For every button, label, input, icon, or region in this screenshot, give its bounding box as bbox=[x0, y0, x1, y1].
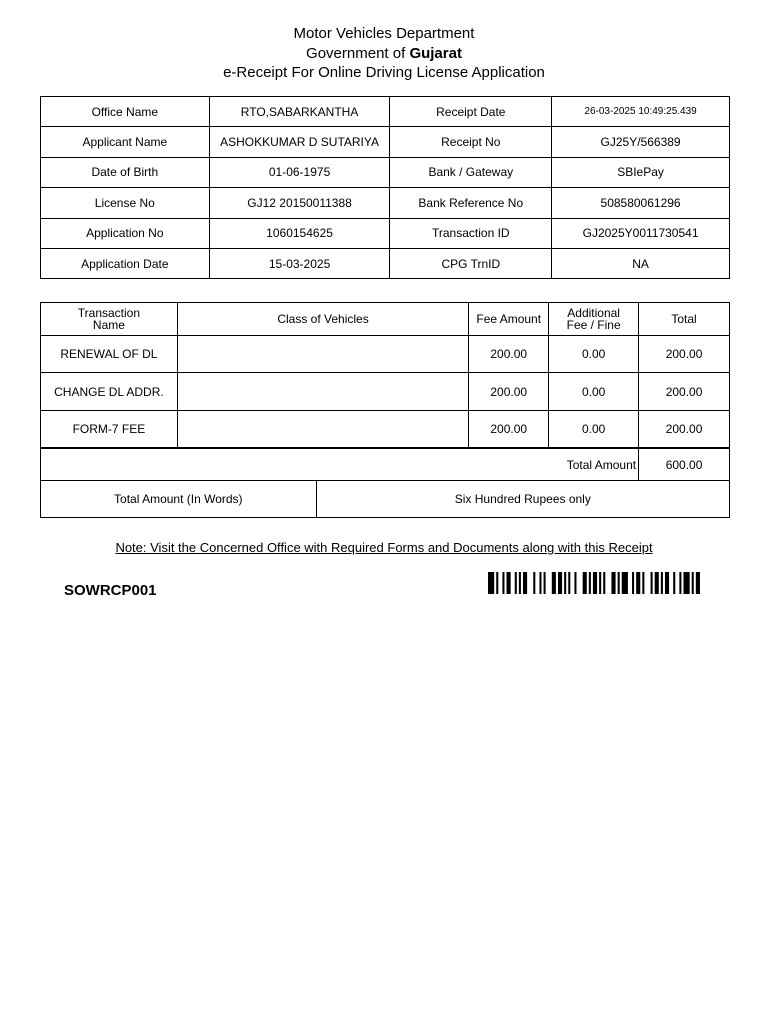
barcode-bar bbox=[502, 572, 504, 594]
info-value-right: NA bbox=[552, 248, 730, 278]
info-value-left: ASHOKKUMAR D SUTARIYA bbox=[209, 127, 390, 157]
barcode-bar bbox=[583, 572, 587, 594]
info-value-left: 1060154625 bbox=[209, 218, 390, 248]
info-row bbox=[41, 248, 730, 278]
barcode-bar bbox=[661, 572, 663, 594]
fee-row bbox=[41, 410, 730, 447]
info-label-right: Transaction ID bbox=[390, 218, 552, 248]
info-row bbox=[41, 188, 730, 218]
info-value-right: SBIePay bbox=[552, 157, 730, 187]
total-amount-value: 600.00 bbox=[639, 449, 730, 481]
header-transaction-name: Transaction Name bbox=[41, 303, 178, 336]
info-label-right: Bank Reference No bbox=[390, 188, 552, 218]
fee-row bbox=[41, 336, 730, 373]
info-row bbox=[41, 97, 730, 127]
barcode-bar bbox=[673, 572, 675, 594]
barcode-bar bbox=[599, 572, 601, 594]
amount-in-words-value: Six Hundred Rupees only bbox=[316, 481, 729, 518]
fee-transaction-name: FORM-7 FEE bbox=[41, 410, 178, 447]
applicant-info-table bbox=[40, 96, 730, 279]
barcode-bar bbox=[533, 572, 535, 594]
barcode-bar bbox=[636, 572, 640, 594]
barcode-bar bbox=[665, 572, 669, 594]
info-label-left: Date of Birth bbox=[41, 157, 210, 187]
barcode-bar bbox=[564, 572, 566, 594]
header-fee-amount: Fee Amount bbox=[469, 303, 549, 336]
barcode-bar bbox=[558, 572, 562, 594]
barcode-bar bbox=[692, 572, 694, 594]
info-row bbox=[41, 218, 730, 248]
barcode-bar bbox=[651, 572, 653, 594]
info-value-left: 15-03-2025 bbox=[209, 248, 390, 278]
info-row bbox=[41, 157, 730, 187]
fee-fee-amount: 200.00 bbox=[469, 410, 549, 447]
barcode-bar bbox=[539, 572, 541, 594]
receipt-note: Note: Visit the Concerned Office with Required Forms and Documents along with this Receipt bbox=[115, 540, 653, 555]
barcode-bar bbox=[618, 572, 620, 594]
barcode-bar bbox=[642, 572, 644, 594]
info-value-right: 508580061296 bbox=[552, 188, 730, 218]
header-additional-fee: Additional Fee / Fine bbox=[549, 303, 639, 336]
info-label-right: Receipt Date bbox=[390, 97, 552, 127]
fee-class-of-vehicles bbox=[177, 373, 468, 410]
info-row bbox=[41, 127, 730, 157]
state-name: Gujarat bbox=[409, 44, 462, 62]
header-total: Total bbox=[639, 303, 730, 336]
fee-row-total: 200.00 bbox=[639, 373, 730, 410]
amount-in-words-label: Total Amount (In Words) bbox=[41, 481, 317, 518]
fee-fee-amount: 200.00 bbox=[469, 336, 549, 373]
barcode-bar bbox=[589, 572, 591, 594]
info-label-left: License No bbox=[41, 188, 210, 218]
fee-table bbox=[40, 302, 730, 448]
barcode-bar bbox=[523, 572, 527, 594]
info-label-right: Receipt No bbox=[390, 127, 552, 157]
barcode-bar bbox=[488, 572, 494, 594]
header-class-of-vehicles: Class of Vehicles bbox=[177, 303, 468, 336]
total-amount-table bbox=[40, 448, 730, 481]
info-label-left: Office Name bbox=[41, 97, 210, 127]
fee-transaction-name: CHANGE DL ADDR. bbox=[41, 373, 178, 410]
info-label-left: Application Date bbox=[41, 248, 210, 278]
info-value-left: GJ12 20150011388 bbox=[209, 188, 390, 218]
barcode-bar bbox=[696, 572, 700, 594]
government-line: Government of Gujarat bbox=[306, 44, 462, 62]
barcode-bar bbox=[568, 572, 570, 594]
department-title: Motor Vehicles Department bbox=[293, 25, 475, 42]
info-label-right: Bank / Gateway bbox=[390, 157, 552, 187]
barcode-bar bbox=[507, 572, 511, 594]
fee-row-total: 200.00 bbox=[639, 410, 730, 447]
fee-row-total: 200.00 bbox=[639, 336, 730, 373]
info-value-right: GJ25Y/566389 bbox=[552, 127, 730, 157]
barcode-bar bbox=[622, 572, 628, 594]
info-label-left: Application No bbox=[41, 218, 210, 248]
amount-in-words-table bbox=[40, 480, 730, 518]
barcode-bar bbox=[574, 572, 576, 594]
fee-class-of-vehicles bbox=[177, 336, 468, 373]
barcode-bar bbox=[683, 572, 689, 594]
fee-transaction-name: RENEWAL OF DL bbox=[41, 336, 178, 373]
document-header bbox=[0, 24, 768, 83]
fee-class-of-vehicles bbox=[177, 410, 468, 447]
barcode-bar bbox=[593, 572, 597, 594]
total-amount-label: Total Amount bbox=[41, 449, 639, 481]
receipt-title: e-Receipt For Online Driving License Application bbox=[223, 64, 545, 81]
info-value-left: RTO,SABARKANTHA bbox=[209, 97, 390, 127]
barcode-bar bbox=[515, 572, 517, 594]
info-value-left: 01-06-1975 bbox=[209, 157, 390, 187]
barcode-bar bbox=[611, 572, 615, 594]
barcode-bar bbox=[603, 572, 605, 594]
barcode-bar bbox=[544, 572, 546, 594]
fee-fee-amount: 200.00 bbox=[469, 373, 549, 410]
barcode-bar bbox=[496, 572, 498, 594]
fee-additional-fee: 0.00 bbox=[549, 373, 639, 410]
fee-table-header bbox=[41, 303, 730, 336]
info-label-right: CPG TrnID bbox=[390, 248, 552, 278]
barcode-icon bbox=[488, 572, 702, 594]
fee-additional-fee: 0.00 bbox=[549, 410, 639, 447]
info-value-right: GJ2025Y0011730541 bbox=[552, 218, 730, 248]
fee-row bbox=[41, 373, 730, 410]
barcode-bar bbox=[679, 572, 681, 594]
fee-additional-fee: 0.00 bbox=[549, 336, 639, 373]
info-value-right: 26-03-2025 10:49:25.439 bbox=[552, 97, 730, 127]
barcode-bar bbox=[519, 572, 521, 594]
info-label-left: Applicant Name bbox=[41, 127, 210, 157]
barcode-bar bbox=[632, 572, 634, 594]
form-code: SOWRCP001 bbox=[64, 582, 157, 599]
barcode-bar bbox=[655, 572, 659, 594]
barcode-bar bbox=[552, 572, 556, 594]
